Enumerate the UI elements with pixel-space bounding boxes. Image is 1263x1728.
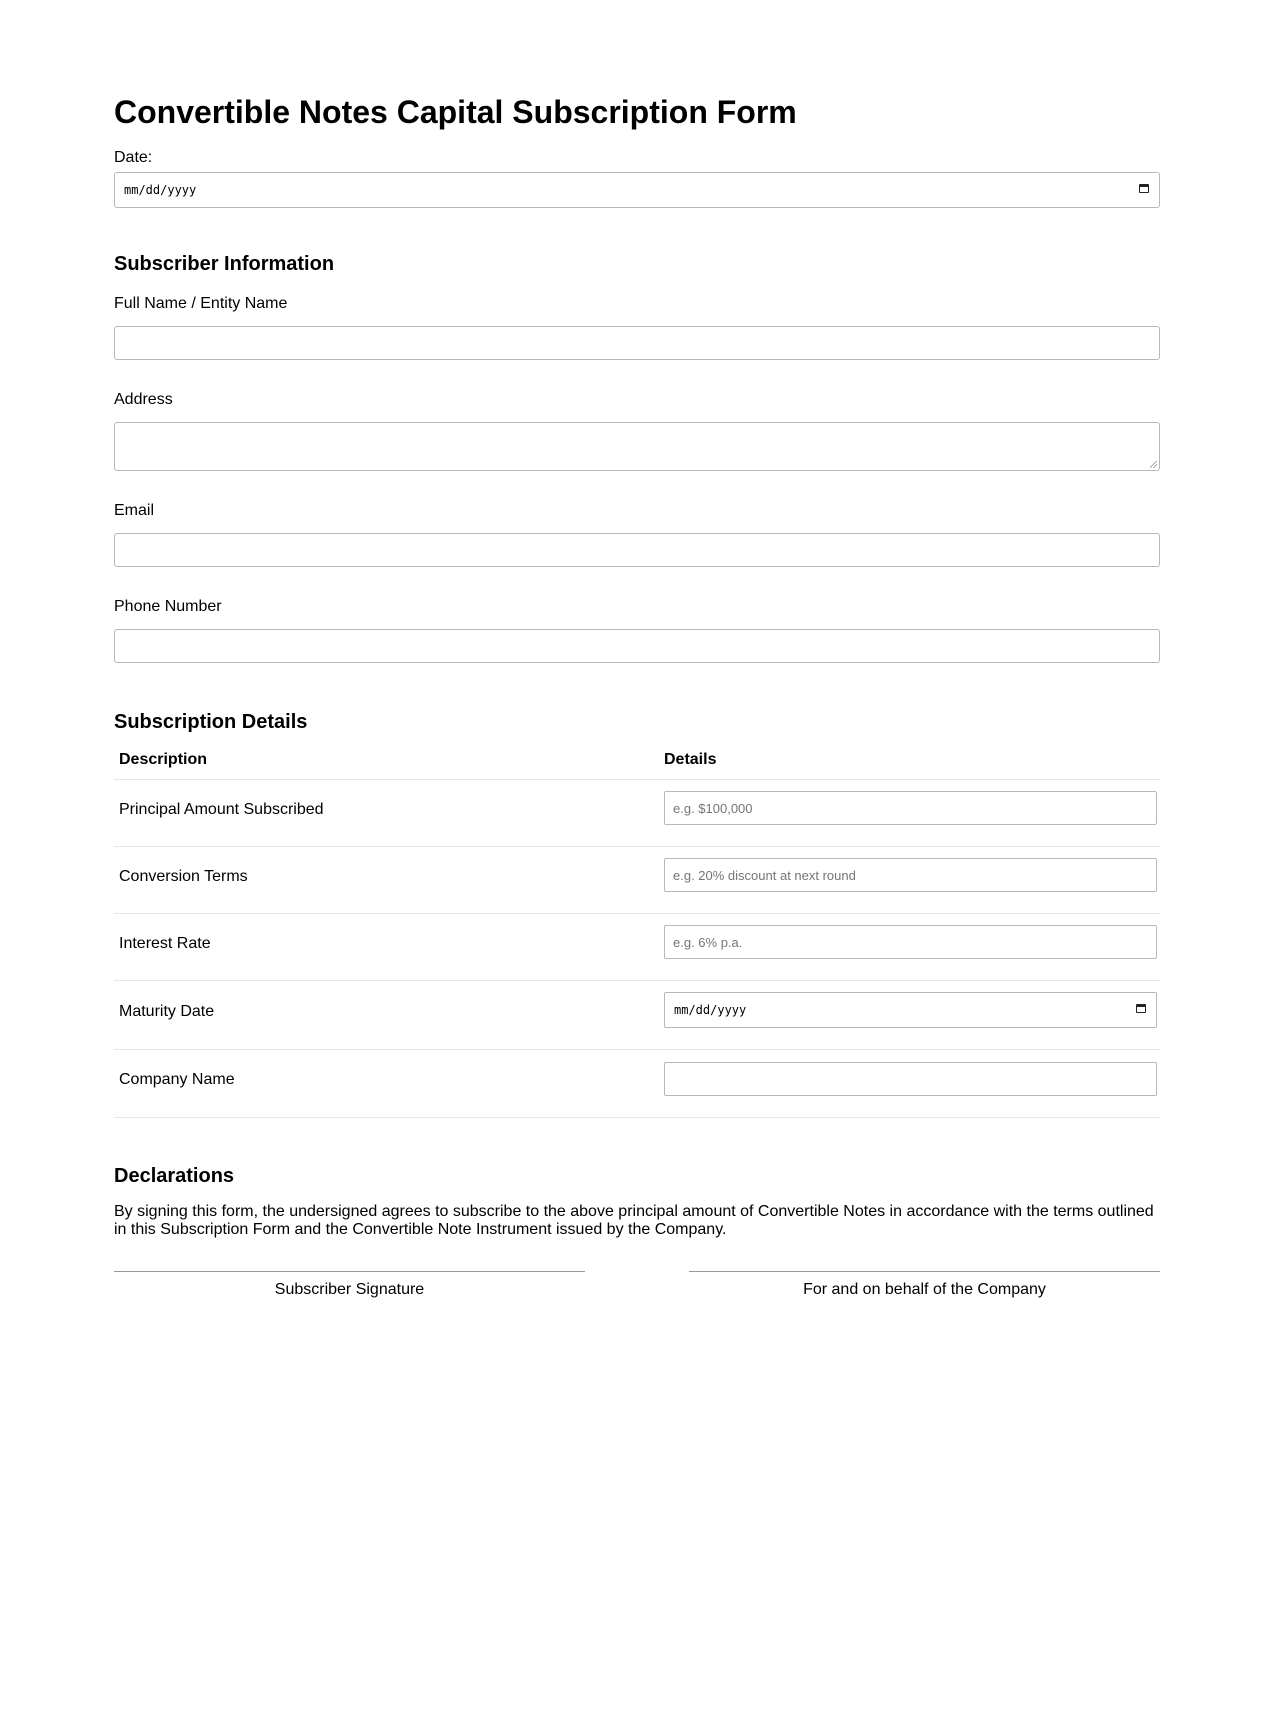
row-label-conversion-terms: Conversion Terms <box>119 868 248 885</box>
resize-grip-icon[interactable] <box>1150 461 1157 468</box>
full-name-input[interactable] <box>114 326 1160 360</box>
address-label: Address <box>114 391 173 408</box>
page-title: Convertible Notes Capital Subscription Form <box>114 94 797 130</box>
row-divider <box>114 1117 1160 1118</box>
row-label-company-name: Company Name <box>119 1071 235 1088</box>
phone-label: Phone Number <box>114 598 222 615</box>
row-divider <box>114 913 1160 914</box>
date-input[interactable] <box>114 172 1160 208</box>
subscriber-signature-label: Subscriber Signature <box>274 1281 425 1298</box>
company-signature-label: For and on behalf of the Company <box>803 1281 1046 1298</box>
principal-amount-placeholder: e.g. $100,000 <box>673 801 753 816</box>
row-divider <box>114 779 1160 780</box>
conversion-terms-placeholder: e.g. 20% discount at next round <box>673 868 856 883</box>
date-label: Date: <box>114 149 153 166</box>
maturity-date-input[interactable] <box>664 992 1157 1028</box>
calendar-icon[interactable] <box>1139 184 1149 193</box>
interest-rate-placeholder: e.g. 6% p.a. <box>673 935 743 950</box>
email-label: Email <box>114 502 155 519</box>
phone-input[interactable] <box>114 629 1160 663</box>
subscription-details-heading: Subscription Details <box>114 711 308 733</box>
row-label-interest-rate: Interest Rate <box>119 935 211 952</box>
email-input[interactable] <box>114 533 1160 567</box>
conversion-terms-input[interactable] <box>664 858 1157 892</box>
row-label-principal-amount: Principal Amount Subscribed <box>119 801 324 818</box>
subscriber-signature-line <box>114 1271 585 1272</box>
date-input-value: mm/dd/yyyy <box>124 183 197 197</box>
declarations-heading: Declarations <box>114 1165 235 1187</box>
declaration-text: By signing this form, the undersigned agrees to subscribe to the above principal amount of Convertible Notes in accordance with the terms outlined in this Subscription Form and the Convertible Note Instrument issued by the Company. <box>114 1203 1154 1238</box>
full-name-label: Full Name / Entity Name <box>114 295 288 312</box>
subscriber-info-heading: Subscriber Information <box>114 253 335 275</box>
company-signature-line <box>689 1271 1160 1272</box>
row-divider <box>114 846 1160 847</box>
maturity-date-value: mm/dd/yyyy <box>674 1003 747 1017</box>
address-textarea[interactable] <box>114 422 1160 471</box>
column-header-details: Details <box>664 751 717 768</box>
company-name-input[interactable] <box>664 1062 1157 1096</box>
calendar-icon[interactable] <box>1136 1004 1146 1013</box>
row-label-maturity-date: Maturity Date <box>119 1003 215 1020</box>
interest-rate-input[interactable] <box>664 925 1157 959</box>
column-header-description: Description <box>119 751 208 768</box>
row-divider <box>114 980 1160 981</box>
row-divider <box>114 1049 1160 1050</box>
principal-amount-input[interactable] <box>664 791 1157 825</box>
